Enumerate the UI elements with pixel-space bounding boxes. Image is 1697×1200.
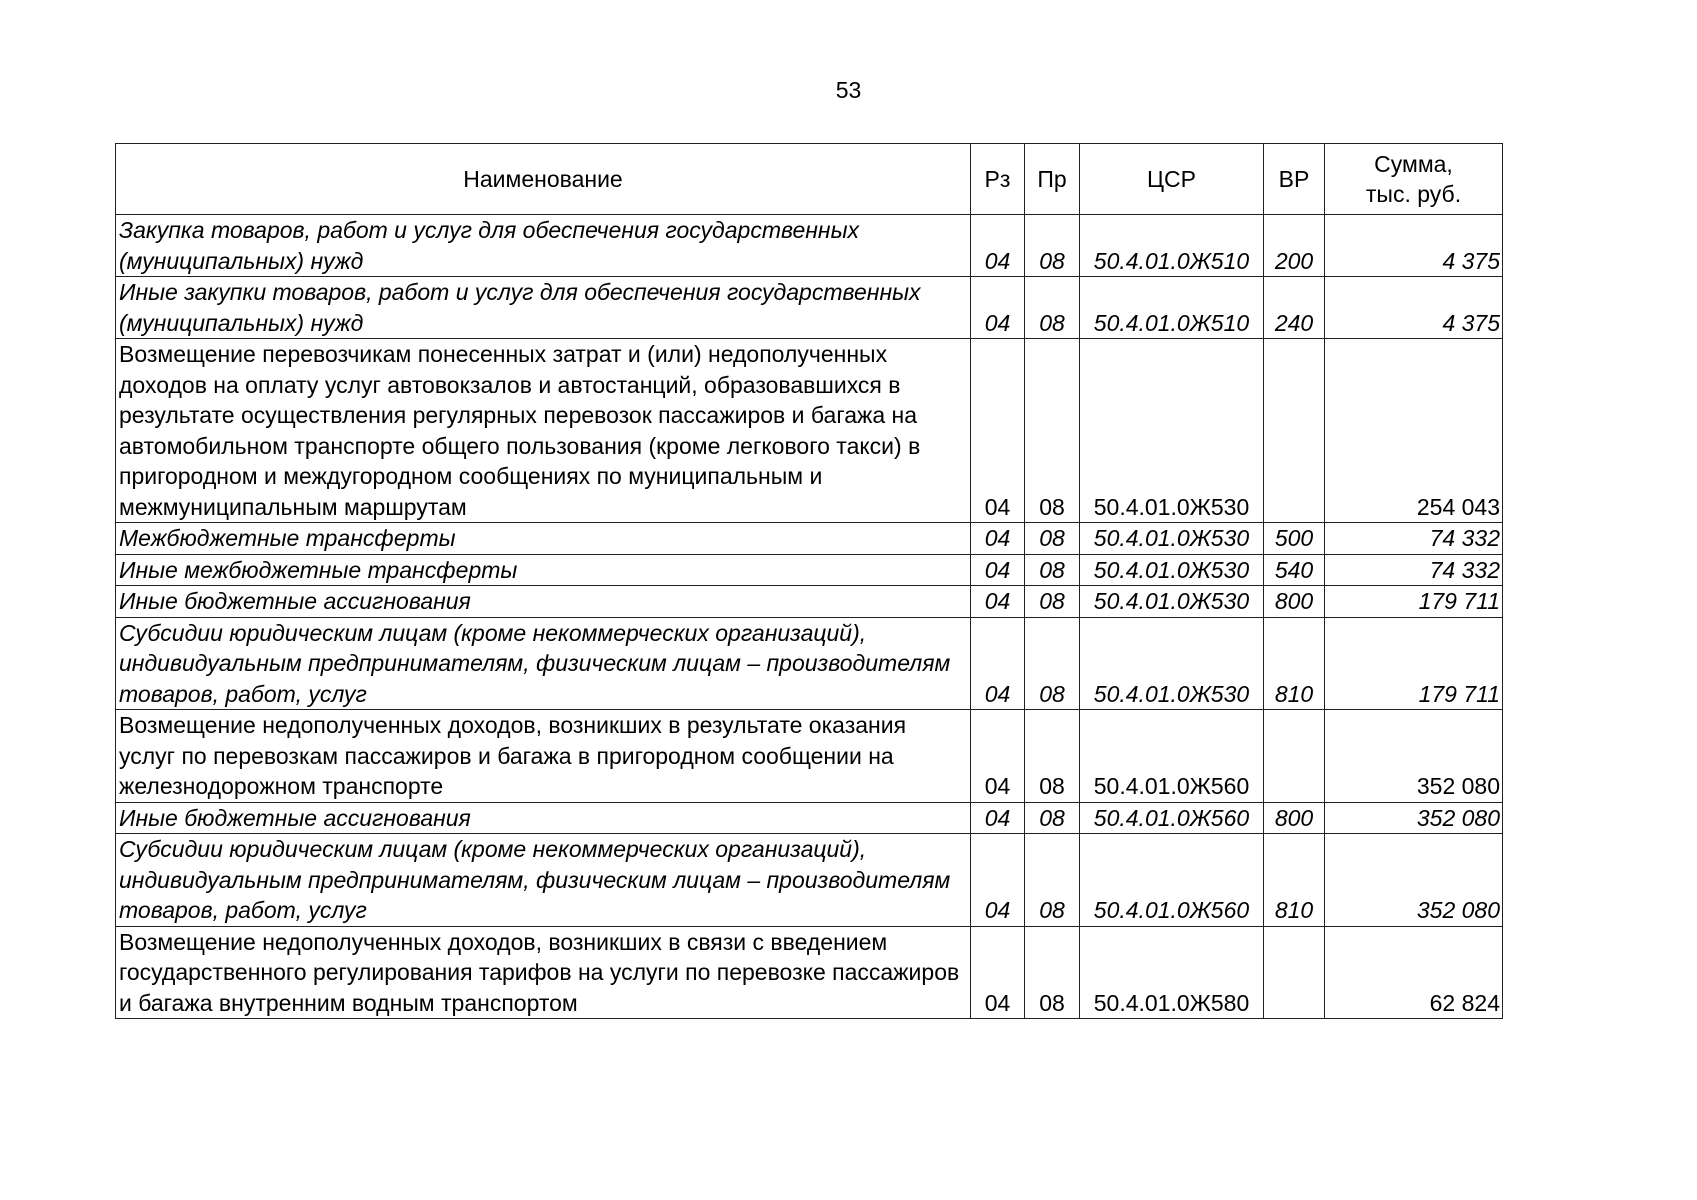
row-pr-cell: 08 <box>1025 926 1080 1019</box>
row-vr-cell <box>1264 926 1325 1019</box>
header-pr: Пр <box>1025 144 1080 215</box>
page-number: 53 <box>835 77 862 103</box>
row-name-cell: Закупка товаров, работ и услуг для обеспечения государственных (муниципальных) нужд <box>116 215 971 277</box>
row-vr-cell: 810 <box>1264 617 1325 710</box>
row-pr-cell: 08 <box>1025 554 1080 586</box>
row-vr-cell <box>1264 710 1325 803</box>
row-sum-cell: 352 080 <box>1325 802 1503 834</box>
row-pr-cell: 08 <box>1025 215 1080 277</box>
table-row <box>116 617 1503 710</box>
table-row <box>116 554 1503 586</box>
row-rz-cell: 04 <box>971 586 1025 618</box>
row-rz-cell: 04 <box>971 926 1025 1019</box>
budget-table <box>115 143 1503 1019</box>
header-csr: ЦСР <box>1080 144 1264 215</box>
row-vr-cell: 800 <box>1264 586 1325 618</box>
row-rz-cell: 04 <box>971 339 1025 523</box>
row-pr-cell: 08 <box>1025 617 1080 710</box>
row-rz-cell: 04 <box>971 710 1025 803</box>
row-pr-cell: 08 <box>1025 710 1080 803</box>
row-name-cell: Возмещение недополученных доходов, возникших в результате оказания услуг по перевозкам пассажиров и багажа в пригородном сообщении на железнодорожном транспорте <box>116 710 971 803</box>
table-row <box>116 277 1503 339</box>
row-vr-cell: 800 <box>1264 802 1325 834</box>
row-csr-cell: 50.4.01.0Ж560 <box>1080 802 1264 834</box>
table-row <box>116 710 1503 803</box>
row-rz-cell: 04 <box>971 802 1025 834</box>
header-row <box>116 144 1503 215</box>
row-csr-cell: 50.4.01.0Ж530 <box>1080 523 1264 555</box>
row-vr-cell: 200 <box>1264 215 1325 277</box>
row-name-cell: Иные бюджетные ассигнования <box>116 586 971 618</box>
row-rz-cell: 04 <box>971 523 1025 555</box>
row-sum-cell: 179 711 <box>1325 617 1503 710</box>
table-row <box>116 926 1503 1019</box>
table-row <box>116 802 1503 834</box>
row-rz-cell: 04 <box>971 554 1025 586</box>
row-csr-cell: 50.4.01.0Ж580 <box>1080 926 1264 1019</box>
row-sum-cell: 352 080 <box>1325 834 1503 927</box>
row-csr-cell: 50.4.01.0Ж530 <box>1080 617 1264 710</box>
header-sum-line2: тыс. руб. <box>1365 181 1462 207</box>
row-vr-cell: 240 <box>1264 277 1325 339</box>
header-name: Наименование <box>116 144 971 215</box>
row-sum-cell: 74 332 <box>1325 523 1503 555</box>
row-sum-cell: 352 080 <box>1325 710 1503 803</box>
row-sum-cell: 254 043 <box>1325 339 1503 523</box>
table-row <box>116 834 1503 927</box>
row-rz-cell: 04 <box>971 215 1025 277</box>
table-body <box>116 215 1503 1019</box>
row-pr-cell: 08 <box>1025 523 1080 555</box>
row-rz-cell: 04 <box>971 834 1025 927</box>
row-pr-cell: 08 <box>1025 339 1080 523</box>
row-rz-cell: 04 <box>971 617 1025 710</box>
row-csr-cell: 50.4.01.0Ж560 <box>1080 834 1264 927</box>
row-sum-cell: 179 711 <box>1325 586 1503 618</box>
table-row <box>116 586 1503 618</box>
row-csr-cell: 50.4.01.0Ж510 <box>1080 215 1264 277</box>
row-csr-cell: 50.4.01.0Ж530 <box>1080 554 1264 586</box>
table-row <box>116 339 1503 523</box>
row-csr-cell: 50.4.01.0Ж510 <box>1080 277 1264 339</box>
row-name-cell: Субсидии юридическим лицам (кроме некоммерческих организаций), индивидуальным предпринимателям, физическим лицам – производителям товаров, работ, услуг <box>116 617 971 710</box>
row-name-cell: Иные межбюджетные трансферты <box>116 554 971 586</box>
header-rz: Рз <box>971 144 1025 215</box>
row-pr-cell: 08 <box>1025 277 1080 339</box>
row-csr-cell: 50.4.01.0Ж530 <box>1080 586 1264 618</box>
row-pr-cell: 08 <box>1025 802 1080 834</box>
table-row <box>116 523 1503 555</box>
row-vr-cell: 540 <box>1264 554 1325 586</box>
row-sum-cell: 4 375 <box>1325 277 1503 339</box>
row-name-cell: Иные закупки товаров, работ и услуг для обеспечения государственных (муниципальных) нужд <box>116 277 971 339</box>
row-csr-cell: 50.4.01.0Ж560 <box>1080 710 1264 803</box>
row-rz-cell: 04 <box>971 277 1025 339</box>
row-sum-cell: 4 375 <box>1325 215 1503 277</box>
row-name-cell: Возмещение недополученных доходов, возникших в связи с введением государственного регулирования тарифов на услуги по перевозке пассажиров и багажа внутренним водным транспортом <box>116 926 971 1019</box>
row-vr-cell: 500 <box>1264 523 1325 555</box>
header-sum-line1: Сумма, <box>1374 151 1453 177</box>
row-pr-cell: 08 <box>1025 586 1080 618</box>
header-sum <box>1325 144 1503 215</box>
header-vr: ВР <box>1264 144 1325 215</box>
row-name-cell: Межбюджетные трансферты <box>116 523 971 555</box>
row-vr-cell <box>1264 339 1325 523</box>
row-vr-cell: 810 <box>1264 834 1325 927</box>
row-csr-cell: 50.4.01.0Ж530 <box>1080 339 1264 523</box>
row-sum-cell: 62 824 <box>1325 926 1503 1019</box>
row-name-cell: Субсидии юридическим лицам (кроме некоммерческих организаций), индивидуальным предпринимателям, физическим лицам – производителям товаров, работ, услуг <box>116 834 971 927</box>
row-name-cell: Возмещение перевозчикам понесенных затрат и (или) недополученных доходов на оплату услуг автовокзалов и автостанций, образовавшихся в результате осуществления регулярных перевозок пассажиров и багажа на автомобильном транспорте общего пользования (кроме легкового такси) в пригородном и междугородном сообщениях по муниципальным и межмуниципальным маршрутам <box>116 339 971 523</box>
row-pr-cell: 08 <box>1025 834 1080 927</box>
row-name-cell: Иные бюджетные ассигнования <box>116 802 971 834</box>
row-sum-cell: 74 332 <box>1325 554 1503 586</box>
table-header <box>116 144 1503 215</box>
table-row <box>116 215 1503 277</box>
